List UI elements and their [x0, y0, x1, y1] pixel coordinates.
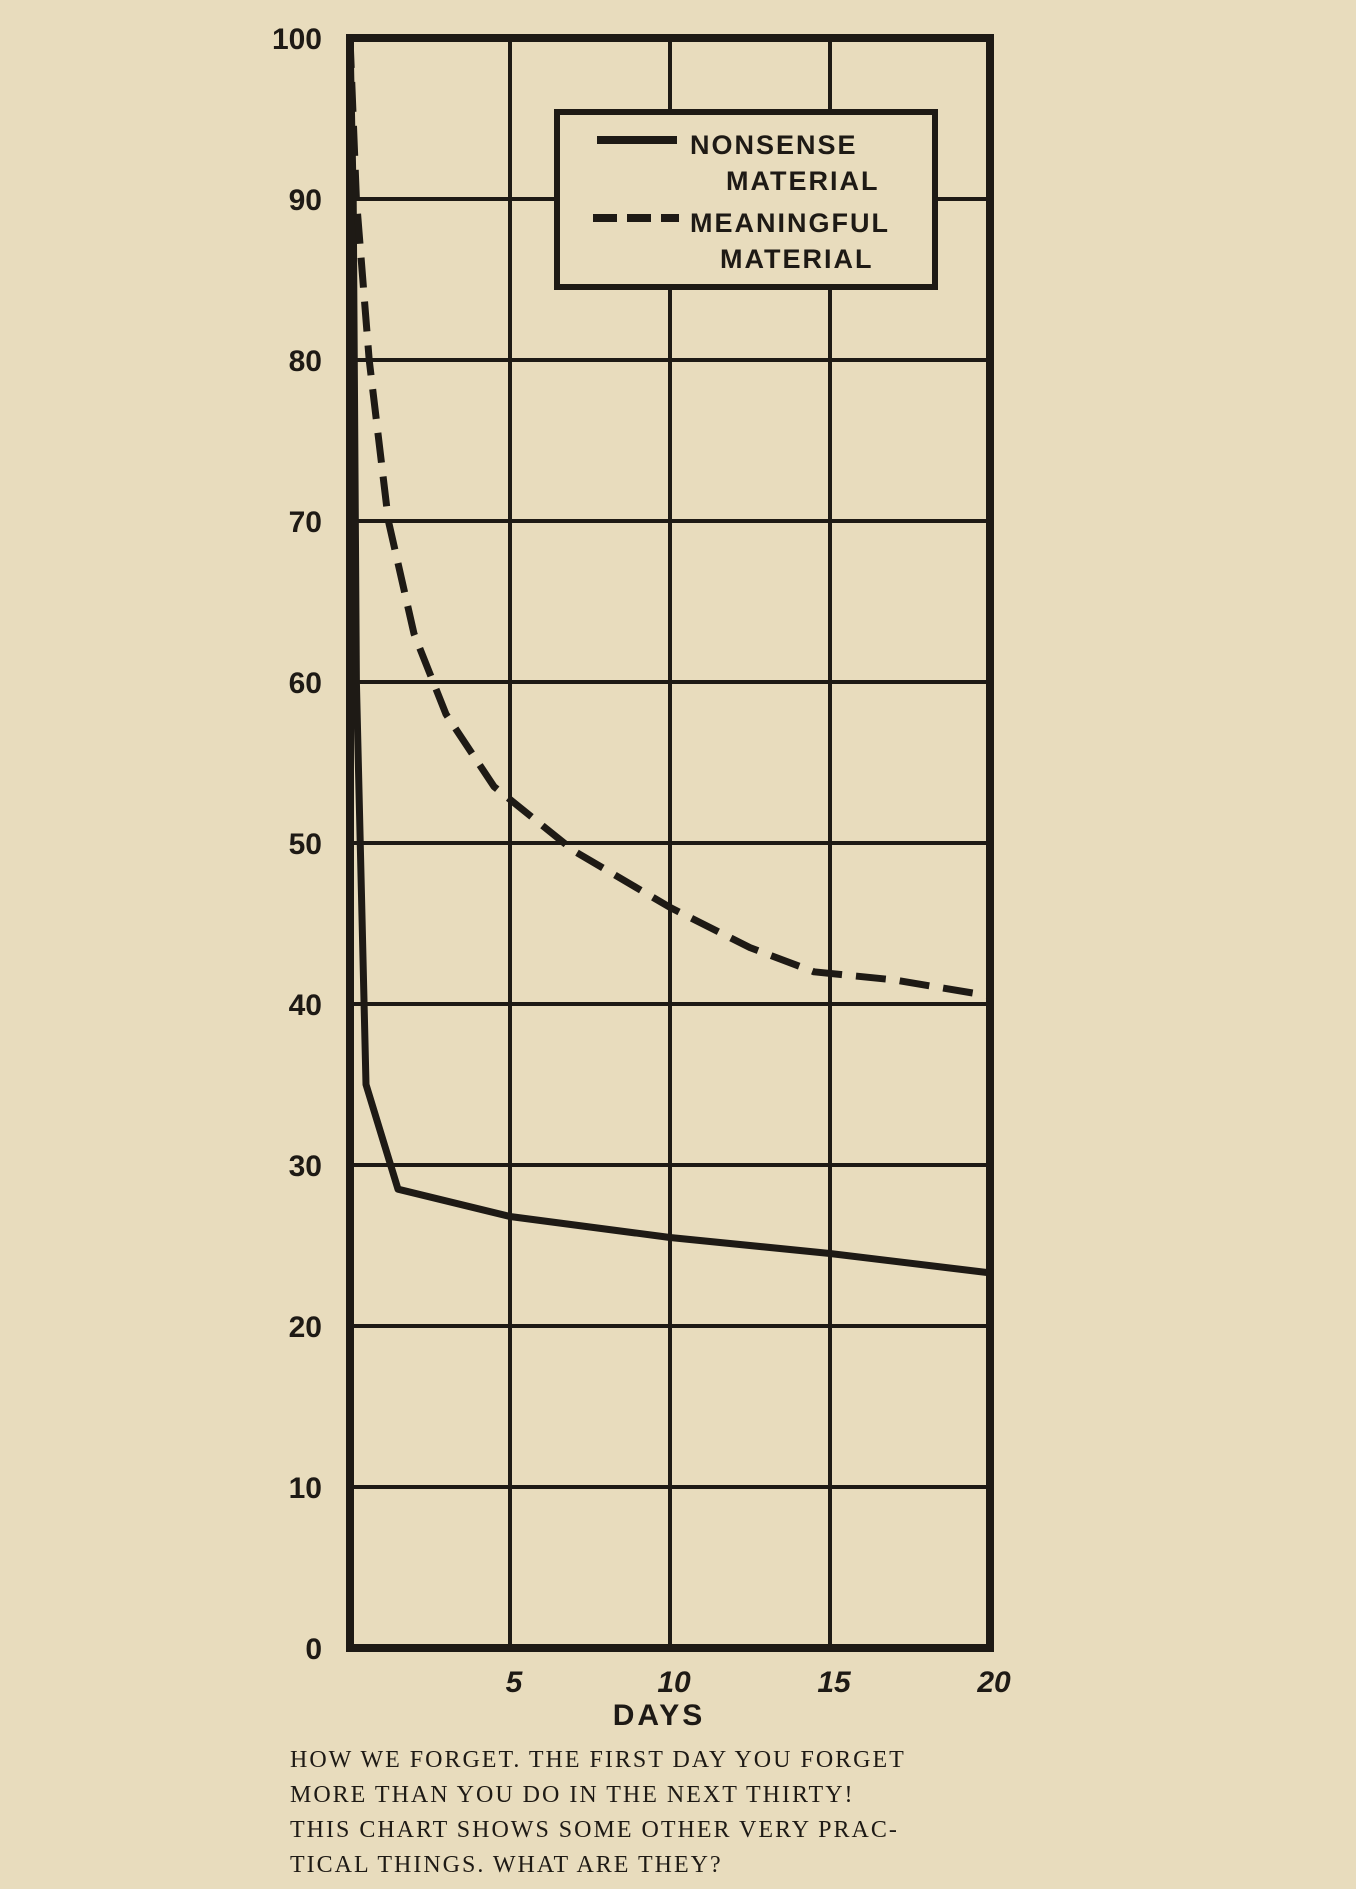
legend-label-nonsense-line2: MATERIAL	[726, 166, 880, 196]
y-tick-label-30: 30	[288, 1150, 322, 1183]
y-tick-label-90: 90	[288, 184, 322, 217]
y-tick-label-40: 40	[288, 989, 322, 1022]
legend	[557, 112, 935, 287]
x-axis-title: DAYS	[612, 1699, 706, 1732]
caption-line-3: THIS CHART SHOWS SOME OTHER VERY PRAC-	[290, 1817, 899, 1843]
x-axis-ticks	[506, 1666, 1011, 1699]
caption-line-4: TICAL THINGS. WHAT ARE THEY?	[290, 1852, 723, 1878]
x-tick-label-10: 10	[657, 1666, 691, 1699]
y-tick-label-80: 80	[288, 345, 322, 378]
y-tick-label-100: 100	[271, 23, 322, 56]
y-tick-label-20: 20	[288, 1311, 322, 1344]
y-tick-label-10: 10	[288, 1472, 322, 1505]
figure-caption	[290, 1743, 1010, 1883]
x-tick-label-15: 15	[817, 1666, 851, 1699]
caption-line-2: MORE THAN YOU DO IN THE NEXT THIRTY!	[290, 1782, 855, 1808]
y-tick-label-0: 0	[305, 1633, 322, 1666]
y-axis-ticks	[272, 23, 322, 1666]
y-tick-label-70: 70	[288, 506, 322, 539]
y-tick-label-50: 50	[288, 828, 322, 861]
legend-label-meaningful-line2: MATERIAL	[720, 244, 874, 274]
x-tick-label-20: 20	[977, 1666, 1011, 1699]
caption-line-1: HOW WE FORGET. THE FIRST DAY YOU FORGET	[290, 1747, 906, 1773]
y-tick-label-60: 60	[288, 667, 322, 700]
x-tick-label-5: 5	[505, 1666, 523, 1699]
legend-label-nonsense-line1: NONSENSE	[690, 130, 858, 160]
legend-label-meaningful-line1: MEANINGFUL	[690, 208, 890, 238]
